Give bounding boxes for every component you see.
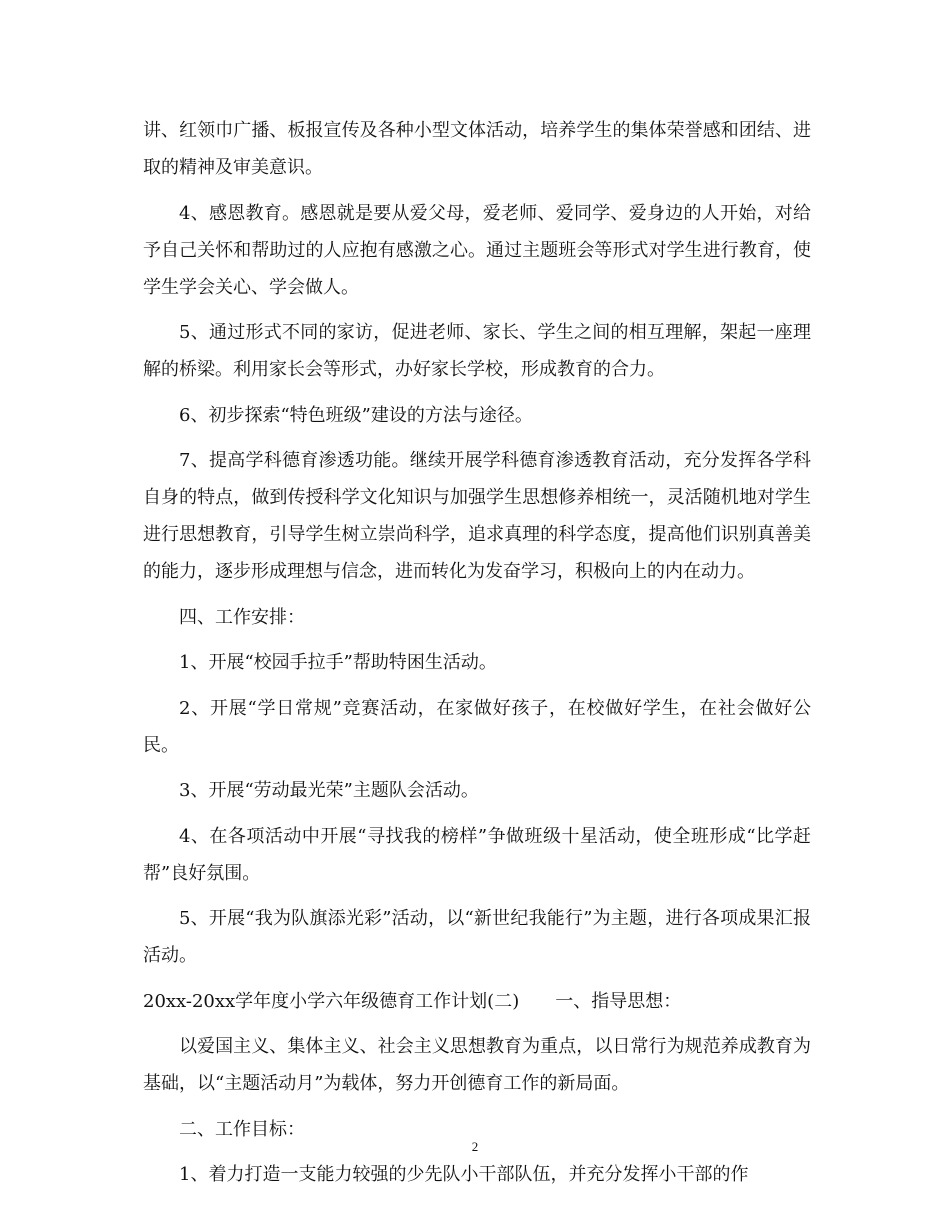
paragraph-special-class: 6、初步探索“特色班级”建设的方法与途径。 — [179, 404, 533, 426]
paragraph-home-visits: 5、通过形式不同的家访，促进老师、家长、学生之间的相互理解，架起一座理解的桥梁。利用家长会等形式，办好家长学校，形成教育的合力。 — [143, 322, 811, 380]
list-item-arrangement-1: 1、开展“校园手拉手”帮助特困生活动。 — [179, 652, 497, 673]
list-item-arrangement-5: 5、开展“我为队旗添光彩”活动，以“新世纪我能行”为主题，进行各项成果汇报活动。 — [143, 908, 811, 966]
paragraph-subject-moral-education: 7、提高学科德育渗透功能。继续开展学科德育渗透教育活动，充分发挥各学科自身的特点，做到传授科学文化知识与加强学生思想修养相统一，灵活随机地对学生进行思想教育，引导学生树立崇尚科学，追求真理的科学态度，提高他们识别真善美的能力，逐步形成理想与信念，进而转化为发奋学习，积极向上的内在动力。 — [143, 450, 811, 582]
paragraph-continuation: 讲、红领巾广播、板报宣传及各种小型文体活动，培养学生的集体荣誉感和团结、进取的精神及审美意识。 — [143, 120, 811, 178]
section-heading-work-arrangement: 四、工作安排： — [179, 606, 305, 628]
document-body — [143, 112, 811, 1202]
page-number: 2 — [471, 1139, 479, 1154]
paragraph-gratitude-education: 4、感恩教育。感恩就是要从爱父母，爱老师、爱同学、爱身边的人开始，对给予自己关怀和帮助过的人应抱有感激之心。通过主题班会等形式对学生进行教育，使学生学会关心、学会做人。 — [143, 202, 811, 298]
list-item-arrangement-3: 3、开展“劳动最光荣”主题队会活动。 — [179, 780, 479, 801]
list-item-goal-1: 1、着力打造一支能力较强的少先队小干部队伍，并充分发挥小干部的作 — [179, 1164, 749, 1185]
list-item-arrangement-2: 2、开展“学日常规”竞赛活动，在家做好孩子，在校做好学生，在社会做好公民。 — [143, 697, 811, 756]
plan-title-heading: 20xx-20xx学年度小学六年级德育工作计划(二) 一、指导思想： — [143, 990, 682, 1012]
section-heading-work-goals: 二、工作目标： — [179, 1118, 305, 1140]
paragraph-guiding-thought: 以爱国主义、集体主义、社会主义思想教育为重点，以日常行为规范养成教育为基础，以“主题活动月”为载体，努力开创德育工作的新局面。 — [143, 1036, 811, 1094]
list-item-arrangement-4: 4、在各项活动中开展“寻找我的榜样”争做班级十星活动，使全班形成“比学赶帮”良好氛围。 — [143, 825, 811, 884]
